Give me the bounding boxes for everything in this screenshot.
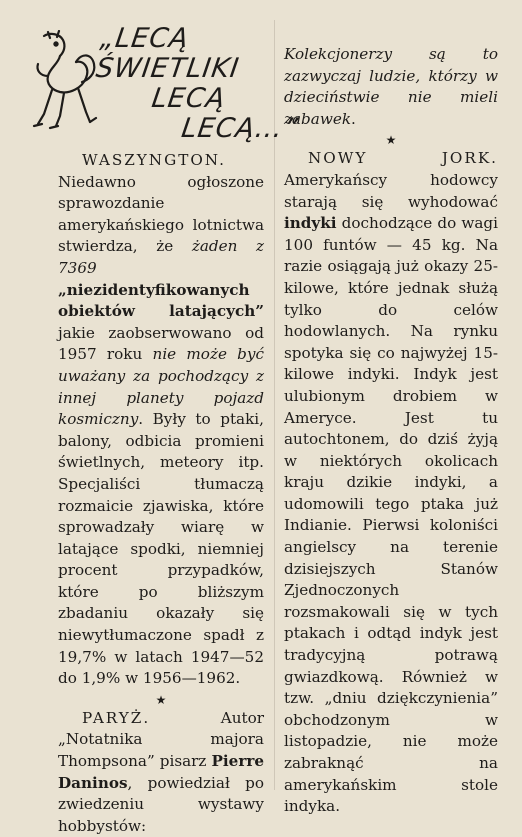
column-header — [30, 18, 301, 144]
article-text: dochodzące do wagi 100 funtów — 45 kg. Na razie osiągają już okazy 25-kilowe, które jednak służą tylko do celów hodowlanych. Na rynku spotyka się co najwyżej 15-kilowe indyki. Indyk jest ulubionym drobiem w Ameryce. Jest tu autochtonem, do dziś żyją w niektórych okolicach kraju dzikie indyki, a udomowili tego ptaka już Indianie. Pierwsi koloniści angielscy na terenie dzisiejszych Stanów Zjednoczonych rozsmakowali się w tych ptakach i odtąd indyk jest tradycyjną potrawą gwiazdkową. Również w tzw. „dniu dziękczynienia” obchodzonym w listopadzie, nie może zabraknąć na amerykańskim stole indyka. — [284, 214, 498, 816]
article-text-bold: „niezidentyfikowanych obiektów latających” — [58, 280, 264, 321]
article-paris-continued — [284, 44, 498, 130]
separator-star-icon: ★ — [155, 692, 167, 707]
left-column — [58, 150, 264, 837]
article-washington — [58, 150, 264, 690]
article-text: . — [351, 109, 356, 128]
article-city: PARYŻ. — [82, 708, 151, 727]
article-text: jakie zaobserwowano od 1957 roku — [58, 323, 264, 364]
article-city: WASZYNGTON. — [82, 151, 226, 169]
article-text: , powiedział po zwiedzeniu wystawy hobbystów: — [58, 773, 264, 835]
article-city: NOWY JORK. — [308, 149, 498, 168]
article-text-italic: żaden z 7369 — [58, 237, 264, 277]
article-paris — [58, 708, 264, 837]
column-title — [86, 23, 301, 144]
article-text: Niedawno ogłoszone sprawozdanie amerykańskiego lotnictwa stwierdza, że — [58, 172, 264, 256]
article-text-bold: indyki — [284, 214, 337, 233]
title-line-3: LECĄ…” — [179, 113, 301, 144]
article-text: Autor „Notatnika majora Thompsona” pisarz — [58, 708, 264, 771]
article-text-italic: nie może być uważany za pochodzący z innej planety pojazd kosmiczny — [58, 345, 264, 429]
article-new-york — [284, 148, 498, 817]
article-text: Amerykańscy hodowcy starają się wyhodować — [284, 170, 498, 211]
title-line-1: „LECĄ ŚWIETLIKI — [94, 23, 242, 84]
right-column — [284, 44, 498, 818]
article-text-italic: Kolekcjonerzy są to zazwyczaj ludzie, którzy w dzieciństwie nie mieli zabawek — [284, 45, 498, 128]
title-line-2: LECĄ — [149, 83, 228, 114]
article-text-bold: Pierre Daninos — [58, 752, 264, 792]
article-text: . Były to ptaki, balony, odbicia promieni świetlnych, meteory itp. Specjaliści tłumaczą rozmaicie zjawiska, które sprowadzały wiarę w latające spodki, niemniej procent przypadków, które po bliższym zbadaniu okazały się niewytłumaczone spadł z 19,7% w latach 1947—52 do 1,9% w 1956—1962. — [58, 410, 264, 688]
column-divider — [274, 20, 275, 790]
separator-star-icon: ★ — [385, 133, 397, 148]
